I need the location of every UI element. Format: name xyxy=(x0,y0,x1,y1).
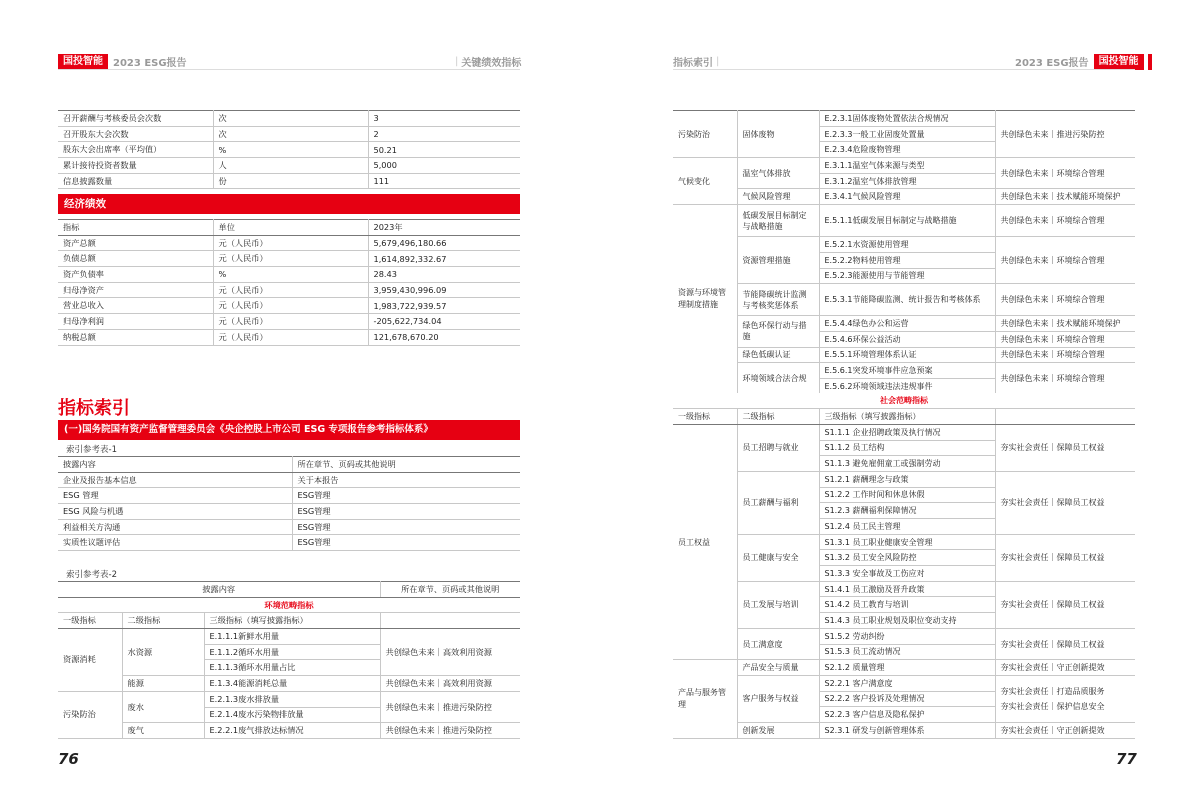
table-row xyxy=(673,205,1135,237)
table-cell: S1.3.2 员工安全风险防控 xyxy=(819,550,995,566)
right-section-label: 指标索引 | xyxy=(673,56,720,69)
env-section-row xyxy=(58,597,520,613)
table-row xyxy=(673,471,1135,487)
table-cell: 污染防治 xyxy=(58,691,122,738)
table-cell: 三级指标（填写披露指标） xyxy=(819,409,995,425)
table-cell: 利益相关方沟通 xyxy=(58,519,292,535)
table-cell: E.3.1.1温室气体来源与类型 xyxy=(819,158,995,174)
table-cell: % xyxy=(213,142,368,158)
table-cell: E.5.6.2环境领域违法违规事件 xyxy=(819,378,995,394)
table-cell: S1.3.3 安全事故及工伤应对 xyxy=(819,566,995,582)
table-cell: 员工权益 xyxy=(673,424,737,659)
table-cell: 指标 xyxy=(58,220,213,236)
table-cell: 产品与服务管理 xyxy=(673,660,737,738)
level-header xyxy=(673,409,1135,425)
table-cell: 资源与环境管理制度措施 xyxy=(673,205,737,395)
table-cell: -205,622,734.04 xyxy=(368,314,520,330)
table-row xyxy=(58,314,520,330)
table-cell: S2.2.1 客户满意度 xyxy=(819,675,995,691)
table-cell: E.5.1.1低碳发展目标制定与战略措施 xyxy=(819,205,995,237)
left-section-label: | 关键绩效指标 xyxy=(455,56,522,69)
table-cell: E.5.6.1突发环境事件应急预案 xyxy=(819,363,995,379)
table-cell: 次 xyxy=(213,126,368,142)
table-cell: 3,959,430,996.09 xyxy=(368,282,520,298)
table-row xyxy=(58,158,520,174)
table-cell: ESG 风险与机遇 xyxy=(58,504,292,520)
table-row xyxy=(58,298,520,314)
table-cell: 营业总收入 xyxy=(58,298,213,314)
table-row xyxy=(58,329,520,345)
table-cell: E.2.1.4废水污染物排放量 xyxy=(204,707,380,723)
table-cell: ESG管理 xyxy=(292,535,520,551)
table-cell: 3 xyxy=(368,111,520,127)
table-row xyxy=(58,126,520,142)
table-cell: 元（人民币） xyxy=(213,298,368,314)
table-row xyxy=(58,629,520,645)
table-cell: 共创绿色未来｜环境综合管理 xyxy=(995,284,1135,316)
table-cell: 污染防治 xyxy=(673,111,737,158)
table-cell: E.1.1.2循环水用量 xyxy=(204,644,380,660)
table-row xyxy=(58,676,520,692)
table-cell: S1.4.3 员工职业规划及职位变动支持 xyxy=(819,613,995,629)
table-cell: E.5.2.2物料使用管理 xyxy=(819,252,995,268)
table-cell: 资源管理措施 xyxy=(737,237,819,284)
table-cell: 元（人民币） xyxy=(213,314,368,330)
table-cell: 共创绿色未来｜环境综合管理 xyxy=(995,363,1135,394)
table-cell: 水资源 xyxy=(122,629,204,676)
table-cell: 员工满意度 xyxy=(737,628,819,659)
table-cell: 环境范畴指标 xyxy=(58,597,520,613)
table-cell: 元（人民币） xyxy=(213,235,368,251)
table-cell: 夯实社会责任｜守正创新提效 xyxy=(995,660,1135,676)
page-number-left: 76 xyxy=(58,750,79,768)
table-cell: 节能降碳统计监测与考核奖惩体系 xyxy=(737,284,819,316)
table-cell: E.2.3.3一般工业固废处置量 xyxy=(819,126,995,142)
table-row xyxy=(673,363,1135,379)
table-cell: E.5.2.3能源使用与节能管理 xyxy=(819,268,995,284)
table-cell: 创新发展 xyxy=(737,722,819,738)
table-cell: 共创绿色未来｜环境综合管理 xyxy=(995,331,1135,347)
table-cell: E.1.1.1新鲜水用量 xyxy=(204,629,380,645)
table-cell: 5,679,496,180.66 xyxy=(368,235,520,251)
table-row xyxy=(673,660,1135,676)
framework-bar: (一)国务院国有资产监督管理委员会《央企控股上市公司 ESG 专项报告参考指标体系》 xyxy=(58,420,520,440)
table-cell: 夯实社会责任｜保障员工权益 xyxy=(995,424,1135,471)
table-cell: 单位 xyxy=(213,220,368,236)
table-cell: E.5.3.1节能降碳监测、统计报告和考核体系 xyxy=(819,284,995,316)
table-row xyxy=(673,284,1135,316)
table-row xyxy=(58,519,520,535)
level-header xyxy=(58,613,520,629)
table-row xyxy=(58,723,520,739)
table-row xyxy=(58,691,520,707)
table-cell: 低碳发展目标制定与战略措施 xyxy=(737,205,819,237)
table-cell: S2.2.2 客户投诉及处理情况 xyxy=(819,691,995,707)
table-cell: 共创绿色未来｜高效利用资源 xyxy=(380,676,520,692)
table-cell: 归母净利润 xyxy=(58,314,213,330)
table-row xyxy=(58,173,520,189)
table-row xyxy=(673,628,1135,644)
table-cell: 共创绿色未来｜环境综合管理 xyxy=(995,347,1135,363)
table-cell: 关于本报告 xyxy=(292,472,520,488)
table-cell: 绿色低碳认证 xyxy=(737,347,819,363)
page-number-right: 77 xyxy=(1116,750,1137,768)
table-cell: 50.21 xyxy=(368,142,520,158)
table-cell: 员工发展与培训 xyxy=(737,581,819,628)
table-cell: 共创绿色未来｜技术赋能环境保护 xyxy=(995,316,1135,332)
social-table xyxy=(673,393,1135,739)
social-section-row xyxy=(673,393,1135,409)
table-cell: 共创绿色未来｜环境综合管理 xyxy=(995,237,1135,284)
table-row xyxy=(673,158,1135,174)
table-cell: 1,614,892,332.67 xyxy=(368,251,520,267)
table-row xyxy=(673,534,1135,550)
table-cell: 夯实社会责任｜保障员工权益 xyxy=(995,534,1135,581)
table-cell: 1,983,722,939.57 xyxy=(368,298,520,314)
table-cell: S1.5.3 员工流动情况 xyxy=(819,644,995,660)
table-cell: 二级指标 xyxy=(122,613,204,629)
cust-chapter-2: 夯实社会责任｜保护信息安全 xyxy=(1000,701,1105,711)
table-cell: 2 xyxy=(368,126,520,142)
index-table-2 xyxy=(58,581,520,739)
table-cell: E.2.1.3废水排放量 xyxy=(204,691,380,707)
table-cell: E.5.4.4绿色办公和运营 xyxy=(819,316,995,332)
table-cell: 共创绿色未来｜高效利用资源 xyxy=(380,629,520,676)
table-cell: 气候变化 xyxy=(673,158,737,205)
table-cell: 元（人民币） xyxy=(213,251,368,267)
table-cell: 共创绿色未来｜推进污染防控 xyxy=(380,691,520,722)
table-cell: 28.43 xyxy=(368,267,520,283)
table-cell: 客户服务与权益 xyxy=(737,675,819,722)
brand-logo: 国投智能 xyxy=(58,54,108,70)
table-cell: 份 xyxy=(213,173,368,189)
table-row xyxy=(673,189,1135,205)
table-row xyxy=(58,504,520,520)
t2-caption: 索引参考表-2 xyxy=(66,570,117,580)
table-cell: 召开股东大会次数 xyxy=(58,126,213,142)
table-cell: 归母净资产 xyxy=(58,282,213,298)
econ-section-bar: 经济绩效 xyxy=(58,194,520,214)
table-cell: ESG 管理 xyxy=(58,488,292,504)
table-cell: 所在章节、页码或其他说明 xyxy=(292,457,520,473)
table-cell: 二级指标 xyxy=(737,409,819,425)
table-cell: S2.1.2 质量管理 xyxy=(819,660,995,676)
table-cell: 累计接待投资者数量 xyxy=(58,158,213,174)
table-cell: 夯实社会责任｜保障员工权益 xyxy=(995,628,1135,659)
table-cell: 元（人民币） xyxy=(213,282,368,298)
table-cell: S1.3.1 员工职业健康安全管理 xyxy=(819,534,995,550)
table-cell: 5,000 xyxy=(368,158,520,174)
table-header xyxy=(58,220,520,236)
table-cell: 信息披露数量 xyxy=(58,173,213,189)
table-cell: S1.1.1 企业招聘政策及执行情况 xyxy=(819,424,995,440)
table-cell: 温室气体排放 xyxy=(737,158,819,189)
table-cell: 夯实社会责任｜保障员工权益 xyxy=(995,471,1135,534)
table-cell: 共创绿色未来｜推进污染防控 xyxy=(380,723,520,739)
right-header xyxy=(1010,53,1152,70)
report-title: 2023 ESG报告 xyxy=(113,58,187,69)
table-cell: E.2.3.4危险废物管理 xyxy=(819,142,995,158)
table-cell: 环境领域合法合规 xyxy=(737,363,819,394)
index-table-2-continued xyxy=(673,110,1135,395)
table-cell: 次 xyxy=(213,111,368,127)
table-cell: 元（人民币） xyxy=(213,329,368,345)
econ-table xyxy=(58,219,520,346)
table-cell: S1.2.4 员工民主管理 xyxy=(819,519,995,535)
table-cell: S1.1.2 员工结构 xyxy=(819,440,995,456)
table-cell: 固体废物 xyxy=(737,111,819,158)
table-row xyxy=(673,675,1135,691)
brand-logo: 国投智能 xyxy=(1094,54,1144,70)
table-cell: S1.5.2 劳动纠纷 xyxy=(819,628,995,644)
table-cell: 共创绿色未来｜推进污染防控 xyxy=(995,111,1135,158)
table-cell: 废水 xyxy=(122,691,204,722)
index-table-1 xyxy=(58,456,520,551)
table-row xyxy=(58,282,520,298)
table-header xyxy=(58,582,520,598)
table-cell: S1.4.1 员工激励及晋升政策 xyxy=(819,581,995,597)
table-cell: E.3.4.1气候风险管理 xyxy=(819,189,995,205)
right-page xyxy=(596,0,1192,808)
table-cell: S1.4.2 员工教育与培训 xyxy=(819,597,995,613)
table-cell: 企业及报告基本信息 xyxy=(58,472,292,488)
table-cell: 废气 xyxy=(122,723,204,739)
table-cell: 111 xyxy=(368,173,520,189)
section-title: 指标索引 xyxy=(673,58,713,69)
table-cell: 社会范畴指标 xyxy=(673,393,1135,409)
table-row xyxy=(673,111,1135,127)
t1-caption: 索引参考表-1 xyxy=(66,445,117,455)
table-cell: 夯实社会责任｜守正创新提效 xyxy=(995,722,1135,738)
table-cell: 共创绿色未来｜环境综合管理 xyxy=(995,205,1135,237)
table-cell: 气候风险管理 xyxy=(737,189,819,205)
table-cell: % xyxy=(213,267,368,283)
left-header xyxy=(58,53,192,70)
table-row xyxy=(673,347,1135,363)
table-cell: 人 xyxy=(213,158,368,174)
table-cell: 绿色环保行动与措施 xyxy=(737,316,819,347)
table-row xyxy=(58,111,520,127)
table-row xyxy=(58,251,520,267)
table-cell: 三级指标（填写披露指标） xyxy=(204,613,380,629)
table-cell: 员工健康与安全 xyxy=(737,534,819,581)
table-cell: 所在章节、页码或其他说明 xyxy=(380,582,520,598)
table-cell: E.5.4.6环保公益活动 xyxy=(819,331,995,347)
table-cell: 负债总额 xyxy=(58,251,213,267)
table-cell: 披露内容 xyxy=(58,582,380,598)
table-cell: 一级指标 xyxy=(58,613,122,629)
table-cell: S2.2.3 客户信息及隐私保护 xyxy=(819,707,995,723)
table-cell: ESG管理 xyxy=(292,519,520,535)
table-row xyxy=(58,267,520,283)
table-row xyxy=(673,424,1135,440)
table-cell: E.2.3.1固体废物处置依法合规情况 xyxy=(819,111,995,127)
table-cell: 共创绿色未来｜技术赋能环境保护 xyxy=(995,189,1135,205)
table-cell: 资产总额 xyxy=(58,235,213,251)
table-cell: 2023年 xyxy=(368,220,520,236)
table-cell: E.5.2.1水资源使用管理 xyxy=(819,237,995,253)
table-row xyxy=(673,722,1135,738)
table-cell: 夯实社会责任｜保障员工权益 xyxy=(995,581,1135,628)
table-row xyxy=(673,316,1135,332)
table-cell: E.1.3.4能源消耗总量 xyxy=(204,676,380,692)
table-cell: 员工薪酬与福利 xyxy=(737,471,819,534)
table-cell: 披露内容 xyxy=(58,457,292,473)
governance-table xyxy=(58,110,520,189)
table-cell: 一级指标 xyxy=(673,409,737,425)
table-row xyxy=(58,488,520,504)
table-cell: 召开薪酬与考核委员会次数 xyxy=(58,111,213,127)
table-cell: 资源消耗 xyxy=(58,629,122,692)
section-title: 关键绩效指标 xyxy=(461,58,522,69)
table-cell: S1.2.3 薪酬福利保障情况 xyxy=(819,503,995,519)
cust-chapter-1: 夯实社会责任｜打造品质服务 xyxy=(1000,686,1105,696)
table-cell: 员工招聘与就业 xyxy=(737,424,819,471)
table-cell: ESG管理 xyxy=(292,504,520,520)
table-row xyxy=(673,581,1135,597)
table-row xyxy=(58,235,520,251)
table-cell: S1.1.3 避免雇佣童工或强制劳动 xyxy=(819,456,995,472)
table-cell: ESG管理 xyxy=(292,488,520,504)
table-row xyxy=(58,535,520,551)
table-cell: 能源 xyxy=(122,676,204,692)
table-cell: 产品安全与质量 xyxy=(737,660,819,676)
table-cell: S1.2.1 薪酬理念与政策 xyxy=(819,471,995,487)
table-cell: E.3.1.2温室气体排放管理 xyxy=(819,173,995,189)
table-cell: 纳税总额 xyxy=(58,329,213,345)
table-cell: 121,678,670.20 xyxy=(368,329,520,345)
report-title: 2023 ESG报告 xyxy=(1015,58,1089,69)
table-header xyxy=(58,457,520,473)
table-cell: 实质性议题评估 xyxy=(58,535,292,551)
table-cell: 股东大会出席率（平均值） xyxy=(58,142,213,158)
table-cell: S1.2.2 工作时间和休息休假 xyxy=(819,487,995,503)
index-title: 指标索引 xyxy=(58,398,130,419)
table-cell: S2.3.1 研发与创新管理体系 xyxy=(819,722,995,738)
table-cell: 资产负债率 xyxy=(58,267,213,283)
table-row xyxy=(58,472,520,488)
table-cell: E.5.5.1环境管理体系认证 xyxy=(819,347,995,363)
table-row xyxy=(58,142,520,158)
table-cell: 共创绿色未来｜环境综合管理 xyxy=(995,158,1135,189)
table-cell: E.2.2.1废气排放达标情况 xyxy=(204,723,380,739)
table-cell: E.1.1.3循环水用量占比 xyxy=(204,660,380,676)
table-row xyxy=(673,237,1135,253)
